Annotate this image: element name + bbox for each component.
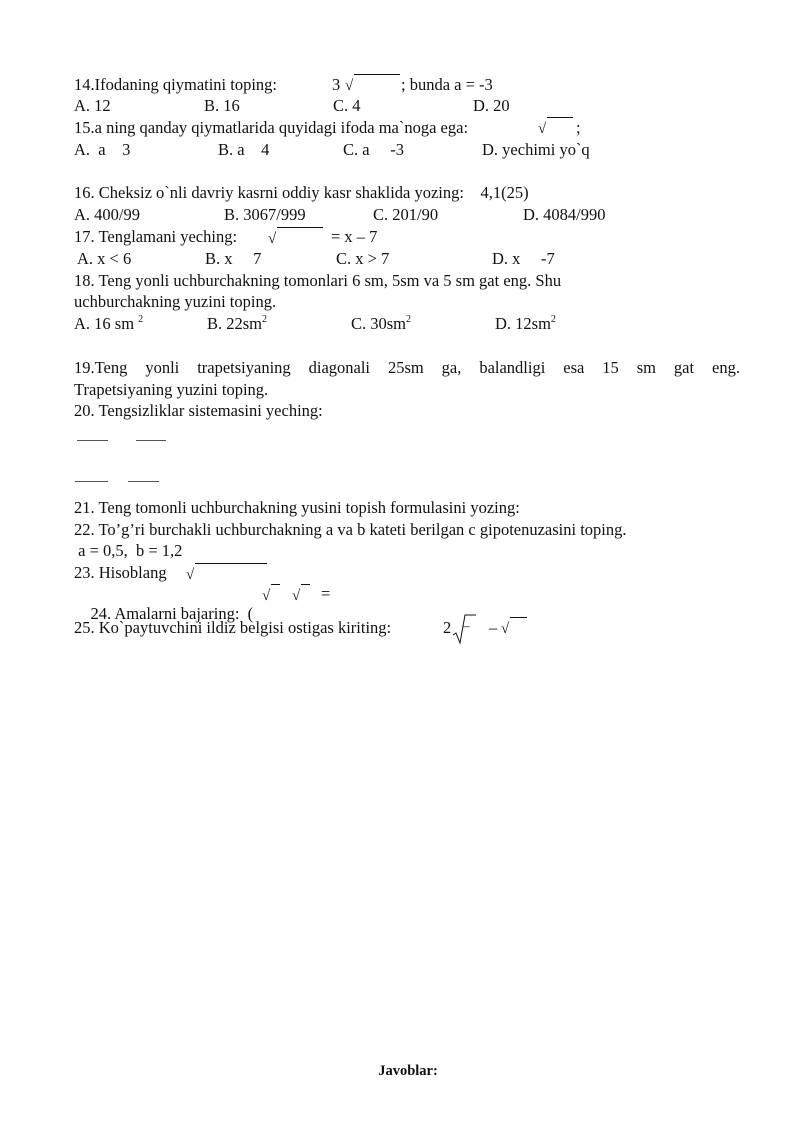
question-23-text: 23. Hisoblang (74, 563, 167, 582)
fraction-bar (77, 440, 108, 441)
option-b: B. x 7 (205, 249, 262, 268)
radical-bar (510, 617, 527, 618)
option-label: D. 12sm (495, 314, 551, 333)
option-c (351, 314, 411, 334)
question-14 (74, 75, 277, 95)
option-d: D. x -7 (492, 249, 555, 268)
question-17-equation-tail: = x – 7 (331, 227, 378, 246)
fraction-bar (136, 440, 166, 441)
radical-bar (547, 117, 573, 118)
option-a: A. 12 (74, 96, 111, 115)
question-19-line-1: 19.Teng yonli trapetsiyaning diagonali 25sm ga, balandligi esa 15 sm gat eng. (74, 358, 740, 377)
option-a: A. a 3 (74, 140, 131, 159)
question-15-text: 15.a ning qanday qiymatlarida quyidagi ifoda ma`noga ega: (74, 118, 469, 137)
option-c: C. x > 7 (336, 249, 390, 268)
radical-sign: √ (268, 231, 277, 247)
option-a (74, 314, 143, 334)
question-25-coefficient: 2 (443, 618, 452, 637)
option-a: A. 400/99 (74, 205, 140, 224)
question-18-line-2: uchburchakning yuzini toping. (74, 292, 277, 311)
option-d: D. 20 (473, 96, 510, 115)
radical-sign: √ (345, 78, 354, 94)
radical-sign: √ (186, 567, 195, 583)
question-23 (74, 563, 167, 583)
minus-sign: – (463, 618, 470, 633)
option-d: D. 4084/990 (523, 205, 606, 224)
question-17 (74, 227, 237, 247)
option-label: B. 22sm (207, 314, 263, 333)
superscript: 2 (262, 314, 268, 325)
answers-heading: Javoblar: (378, 1063, 438, 1079)
option-b: B. 3067/999 (224, 205, 306, 224)
question-16: 16. Cheksiz o`nli davriy kasrni oddiy kasr shaklida yozing: 4,1(25) (74, 183, 529, 202)
option-b: B. 16 (204, 96, 240, 115)
superscript: 2 (406, 314, 412, 325)
question-21: 21. Teng tomonli uchburchakning yusini topish formulasini yozing: (74, 498, 520, 517)
option-c: C. a -3 (343, 140, 404, 159)
superscript: 2 (138, 314, 144, 325)
question-24-equals: = (321, 584, 331, 603)
question-14-coefficient: 3 (332, 75, 341, 94)
radical-sign: √ (292, 588, 301, 604)
question-14-text: 14.Ifodaning qiymatini toping: (74, 75, 278, 94)
radical-sign: √ (262, 588, 271, 604)
radical-bar (195, 563, 267, 564)
question-18-line-1: 18. Teng yonli uchburchakning tomonlari 6 sm, 5sm va 5 sm gat eng. Shu (74, 271, 562, 290)
question-20: 20. Tengsizliklar sistemasini yeching: (74, 401, 323, 420)
question-22-line-2: a = 0,5, b = 1,2 (74, 541, 183, 560)
question-14-condition: ; bunda a = -3 (401, 75, 493, 94)
question-17-text: 17. Tenglamani yeching: (74, 227, 238, 246)
radical-bar (277, 227, 323, 228)
fraction-bar (75, 481, 108, 482)
radical-bar (271, 584, 280, 585)
option-a: A. x < 6 (77, 249, 132, 268)
fraction-bar (128, 481, 159, 482)
radical-bar (354, 74, 400, 75)
question-15 (74, 118, 468, 138)
superscript: 2 (550, 314, 556, 325)
radical-sign: √ (501, 621, 510, 637)
option-label: C. 30sm (351, 314, 407, 333)
option-c: C. 4 (333, 96, 361, 115)
minus-sign: – (489, 618, 498, 637)
option-b (207, 314, 267, 334)
radical-bar (301, 584, 310, 585)
option-d: D. yechimi yo`q (482, 140, 590, 159)
option-c: C. 201/90 (373, 205, 439, 224)
question-15-semicolon: ; (576, 118, 581, 137)
option-label: A. 16 sm (74, 314, 139, 333)
question-22-line-1: 22. To’g’ri burchakli uchburchakning a va b kateti berilgan c gipotenuzasini toping. (74, 520, 627, 539)
question-25 (74, 618, 391, 638)
question-24-text: 24. Amalarni bajaring: ( (90, 604, 254, 623)
option-b: B. a 4 (218, 140, 270, 159)
question-25-text: 25. Ko`paytuvchini ildiz belgisi ostigas kiriting: (74, 618, 392, 637)
option-d (495, 314, 556, 334)
radical-sign: √ (538, 121, 547, 137)
question-19-line-2: Trapetsiyaning yuzini toping. (74, 380, 269, 399)
